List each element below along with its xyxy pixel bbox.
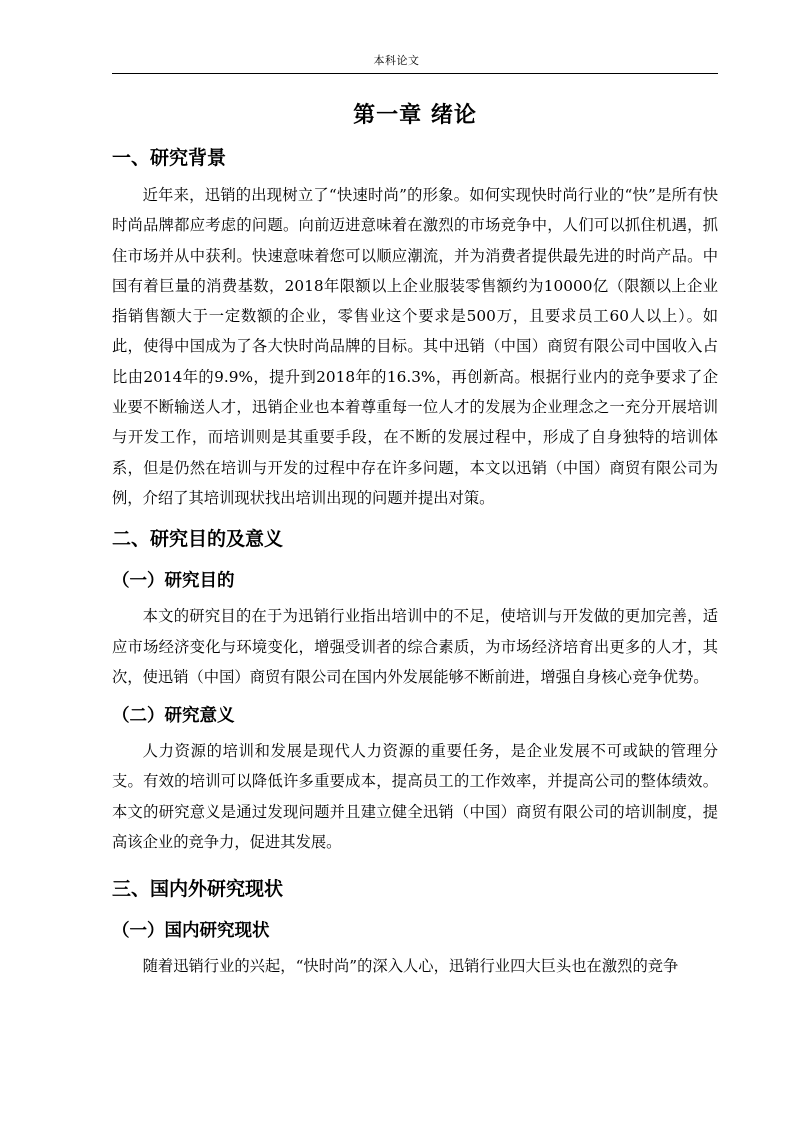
paragraph-significance: 人力资源的培训和发展是现代人力资源的重要任务，是企业发展不可或缺的管理分支。有效的培训可以降低许多重要成本，提高员工的工作效率，并提高公司的整体绩效。本文的研究意义是通过发现问题并且建立健全迅销（中国）商贸有限公司的培训制度，提高该企业的竞争力，促进其发展。	[112, 742, 718, 852]
paragraph-domestic-status: 随着迅销行业的兴起，“快时尚”的深入人心，迅销行业四大巨头也在激烈的竞争	[142, 957, 679, 976]
subsection-heading-domestic-status: （一）国内研究现状	[112, 921, 270, 942]
paragraph-purpose: 本文的研究目的在于为迅销行业指出培训中的不足，使培训与开发做的更加完善，适应市场经济变化与环境变化，增强受训者的综合素质，为市场经济培育出更多的人才，其次，使迅销（中国）商贸有限公司在国内外发展能够不断前进，增强自身核心竞争优势。	[112, 607, 718, 686]
subsection-heading-purpose: （一）研究目的	[112, 571, 235, 592]
section-heading-background: 一、研究背景	[112, 147, 227, 169]
section-heading-research-status: 三、国内外研究现状	[112, 878, 284, 901]
paragraph-background: 近年来，迅销的出现树立了“快速时尚”的形象。如何实现快时尚行业的“快”是所有快时尚品牌都应考虑的问题。向前迈进意味着在激烈的市场竞争中，人们可以抓住机遇，抓住市场并从中获利。快速意味着您可以顺应潮流，并为消费者提供最先进的时尚产品。中国有着巨量的消费基数，2018年限额以上企业服装零售额约为10000亿（限额以上企业指销售额大于一定数额的企业，零售业这个要求是500万，且要求员工60人以上）。如此，使得中国成为了各大快时尚品牌的目标。其中迅销（中国）商贸有限公司中国收入占比由2014年的9.9%，提升到2018年的16.3%，再创新高。根据行业内的竞争要求了企业要不断输送人才，迅销企业也本着尊重每一位人才的发展为企业理念之一充分开展培训与开发工作，而培训则是其重要手段，在不断的发展过程中，形成了自身独特的培训体系，但是仍然在培训与开发的过程中存在许多问题，本文以迅销（中国）商贸有限公司为例，介绍了其培训现状找出培训出现的问题并提出对策。	[112, 186, 718, 507]
section-heading-purpose-significance: 二、研究目的及意义	[112, 528, 284, 551]
header-divider	[112, 73, 718, 74]
chapter-title: 第一章 绪论	[353, 103, 477, 128]
running-header: 本科论文	[373, 54, 420, 67]
page-body	[112, 96, 718, 982]
spacer	[112, 857, 718, 867]
subsection-heading-significance: （二）研究意义	[112, 706, 235, 727]
